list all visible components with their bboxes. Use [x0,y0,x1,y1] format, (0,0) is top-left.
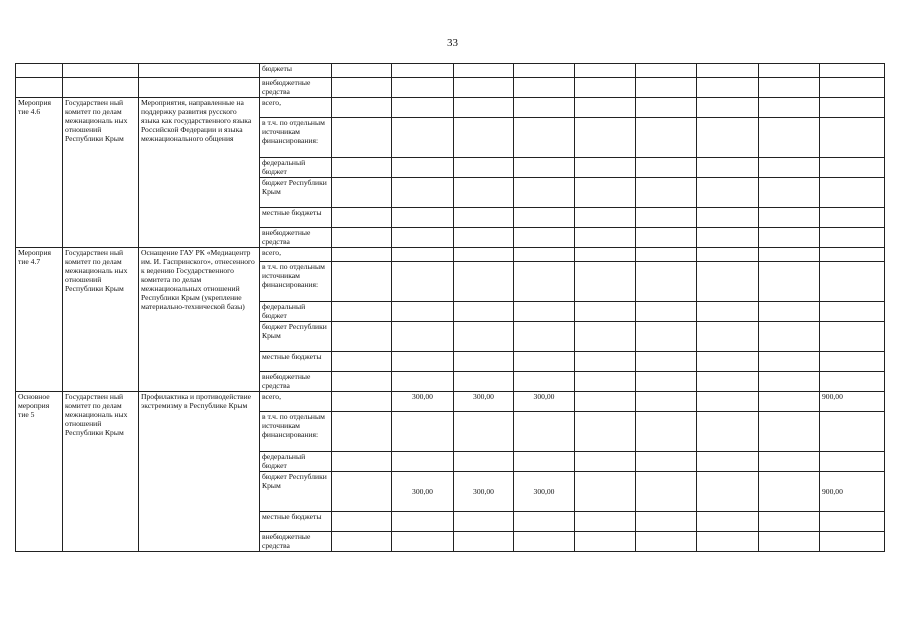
value-cell [575,262,636,302]
value-cell: 300,00 [454,392,514,412]
value-cell [575,208,636,228]
source-label: всего, [260,392,332,412]
value-cell [454,118,514,158]
value-cell [575,228,636,248]
value-cell [820,352,885,372]
value-cell [820,118,885,158]
value-cell [697,98,759,118]
value-cell [759,64,820,78]
value-cell [514,452,575,472]
value-cell [759,372,820,392]
value-cell [454,322,514,352]
value-cell [820,178,885,208]
event-cell [16,78,63,98]
event-number: Мероприя тие 4.6 [16,98,63,248]
source-label: в т.ч. по отдельным источникам финансирования: [260,262,332,302]
value-cell [636,208,697,228]
value-cell [392,98,454,118]
value-cell [820,262,885,302]
page-number: 33 [447,37,458,49]
value-cell [820,78,885,98]
value-cell [759,158,820,178]
value-cell [636,322,697,352]
value-cell [759,392,820,412]
value-cell [332,322,392,352]
value-cell [332,64,392,78]
value-cell [514,302,575,322]
source-label: всего, [260,248,332,262]
value-cell [759,78,820,98]
value-cell [392,64,454,78]
value-cell [454,412,514,452]
value-cell [454,248,514,262]
value-cell [454,452,514,472]
value-cell [575,372,636,392]
value-cell [332,158,392,178]
value-cell [697,452,759,472]
value-cell [820,302,885,322]
value-cell [636,64,697,78]
value-cell [454,98,514,118]
value-cell [759,302,820,322]
value-cell [514,158,575,178]
source-label: местные бюджеты [260,208,332,228]
value-cell [392,178,454,208]
event-name-cell [139,78,260,98]
value-cell [332,532,392,552]
value-cell [514,412,575,452]
value-cell [575,452,636,472]
source-label: внебюджетные средства [260,228,332,248]
value-cell [514,228,575,248]
value-cell [575,532,636,552]
executor-name: Государствен ный комитет по делам межнациональ ных отношений Республики Крым [63,98,139,248]
value-cell [697,302,759,322]
value-cell [820,372,885,392]
value-cell [514,532,575,552]
table-row [16,98,885,118]
value-cell [636,452,697,472]
value-cell [575,392,636,412]
value-cell [332,512,392,532]
value-cell: 300,00 [514,392,575,412]
value-cell: 900,00 [820,392,885,412]
value-cell [392,262,454,302]
source-label: бюджет Республики Крым [260,178,332,208]
value-cell [392,452,454,472]
value-cell [820,208,885,228]
event-name: Оснащение ГАУ РК «Медиацентр им. И. Гаспринского», отнесенного к ведению Государственного комитета по делам межнациональных отношений Республики Крым (укрепление материально-технической базы) [139,248,260,392]
value-cell [514,118,575,158]
financing-table [15,63,885,552]
value-cell [575,78,636,98]
source-label: местные бюджеты [260,512,332,532]
value-cell [759,178,820,208]
value-cell [697,158,759,178]
value-cell [697,532,759,552]
value-cell [514,372,575,392]
value-cell [636,248,697,262]
value-cell [332,78,392,98]
event-name: Профилактика и противодействие экстремизму в Республике Крым [139,392,260,552]
value-cell [575,322,636,352]
value-cell [454,178,514,208]
value-cell [820,512,885,532]
value-cell [332,118,392,158]
value-cell [392,372,454,392]
value-cell [697,248,759,262]
value-cell [392,78,454,98]
value-cell [697,262,759,302]
value-cell [636,262,697,302]
value-cell [636,118,697,158]
source-label: федеральный бюджет [260,302,332,322]
value-cell [636,392,697,412]
value-cell: 300,00 [454,472,514,512]
value-cell [820,322,885,352]
value-cell [636,352,697,372]
value-cell [575,64,636,78]
source-label: бюджет Республики Крым [260,322,332,352]
event-number: Мероприя тие 4.7 [16,248,63,392]
source-cell: бюджеты [260,64,332,78]
value-cell [332,262,392,302]
value-cell [820,452,885,472]
value-cell [759,208,820,228]
value-cell [820,158,885,178]
value-cell [332,248,392,262]
value-cell [697,228,759,248]
table-row [16,64,885,78]
event-cell [16,64,63,78]
value-cell [514,78,575,98]
executor-cell [63,64,139,78]
source-cell: внебюджетные средства [260,78,332,98]
value-cell [514,178,575,208]
value-cell [392,512,454,532]
value-cell [514,208,575,228]
value-cell [636,472,697,512]
value-cell [636,158,697,178]
table-row [16,248,885,262]
event-name-cell [139,64,260,78]
executor-name: Государствен ный комитет по делам межнациональ ных отношений Республики Крым [63,392,139,552]
value-cell [820,248,885,262]
value-cell [332,208,392,228]
value-cell [392,302,454,322]
value-cell: 900,00 [820,472,885,512]
value-cell [332,412,392,452]
value-cell [454,512,514,532]
value-cell [697,352,759,372]
value-cell [759,118,820,158]
value-cell: 300,00 [392,472,454,512]
value-cell [454,532,514,552]
source-label: внебюджетные средства [260,372,332,392]
value-cell [575,472,636,512]
value-cell [392,322,454,352]
source-label: местные бюджеты [260,352,332,372]
value-cell [697,392,759,412]
value-cell [759,322,820,352]
value-cell [697,208,759,228]
value-cell [697,372,759,392]
value-cell [759,262,820,302]
value-cell [575,98,636,118]
value-cell: 300,00 [392,392,454,412]
table-row [16,392,885,412]
value-cell [454,352,514,372]
source-label: всего, [260,98,332,118]
value-cell [759,472,820,512]
value-cell [514,512,575,532]
source-label: в т.ч. по отдельным источникам финансирования: [260,118,332,158]
executor-cell [63,78,139,98]
value-cell [697,118,759,158]
event-number: Основное мероприя тие 5 [16,392,63,552]
value-cell [636,302,697,322]
value-cell [759,228,820,248]
value-cell [454,302,514,322]
value-cell [636,178,697,208]
source-label: бюджет Республики Крым [260,472,332,512]
value-cell: 300,00 [514,472,575,512]
value-cell [514,322,575,352]
value-cell [636,372,697,392]
value-cell [392,208,454,228]
value-cell [575,302,636,322]
value-cell [697,78,759,98]
value-cell [697,322,759,352]
value-cell [392,412,454,452]
source-label: федеральный бюджет [260,452,332,472]
value-cell [392,228,454,248]
event-name: Мероприятия, направленные на поддержку развития русского языка как государственного языка Российской Федерации и языка межнационального общения [139,98,260,248]
value-cell [392,118,454,158]
value-cell [820,64,885,78]
value-cell [332,352,392,372]
value-cell [759,412,820,452]
value-cell [759,532,820,552]
value-cell [575,158,636,178]
value-cell [454,158,514,178]
value-cell [392,248,454,262]
value-cell [514,352,575,372]
value-cell [820,532,885,552]
value-cell [759,98,820,118]
value-cell [332,372,392,392]
table-row [16,78,885,98]
value-cell [454,78,514,98]
value-cell [636,78,697,98]
value-cell [575,248,636,262]
value-cell [575,512,636,532]
value-cell [759,248,820,262]
value-cell [697,64,759,78]
value-cell [332,98,392,118]
value-cell [575,352,636,372]
value-cell [332,452,392,472]
value-cell [820,412,885,452]
value-cell [697,412,759,452]
value-cell [332,392,392,412]
value-cell [332,472,392,512]
value-cell [636,98,697,118]
value-cell [454,228,514,248]
value-cell [820,98,885,118]
value-cell [392,352,454,372]
value-cell [454,208,514,228]
value-cell [514,98,575,118]
value-cell [697,512,759,532]
value-cell [575,178,636,208]
value-cell [697,178,759,208]
value-cell [820,228,885,248]
value-cell [697,472,759,512]
value-cell [759,352,820,372]
value-cell [392,532,454,552]
value-cell [332,178,392,208]
value-cell [454,64,514,78]
value-cell [514,248,575,262]
value-cell [636,412,697,452]
executor-name: Государствен ный комитет по делам межнациональ ных отношений Республики Крым [63,248,139,392]
value-cell [514,262,575,302]
value-cell [392,158,454,178]
source-label: внебюджетные средства [260,532,332,552]
value-cell [514,64,575,78]
value-cell [332,302,392,322]
value-cell [759,452,820,472]
source-label: в т.ч. по отдельным источникам финансирования: [260,412,332,452]
source-label: федеральный бюджет [260,158,332,178]
value-cell [575,118,636,158]
value-cell [332,228,392,248]
value-cell [636,228,697,248]
value-cell [454,262,514,302]
value-cell [454,372,514,392]
value-cell [575,412,636,452]
value-cell [636,532,697,552]
value-cell [636,512,697,532]
value-cell [759,512,820,532]
